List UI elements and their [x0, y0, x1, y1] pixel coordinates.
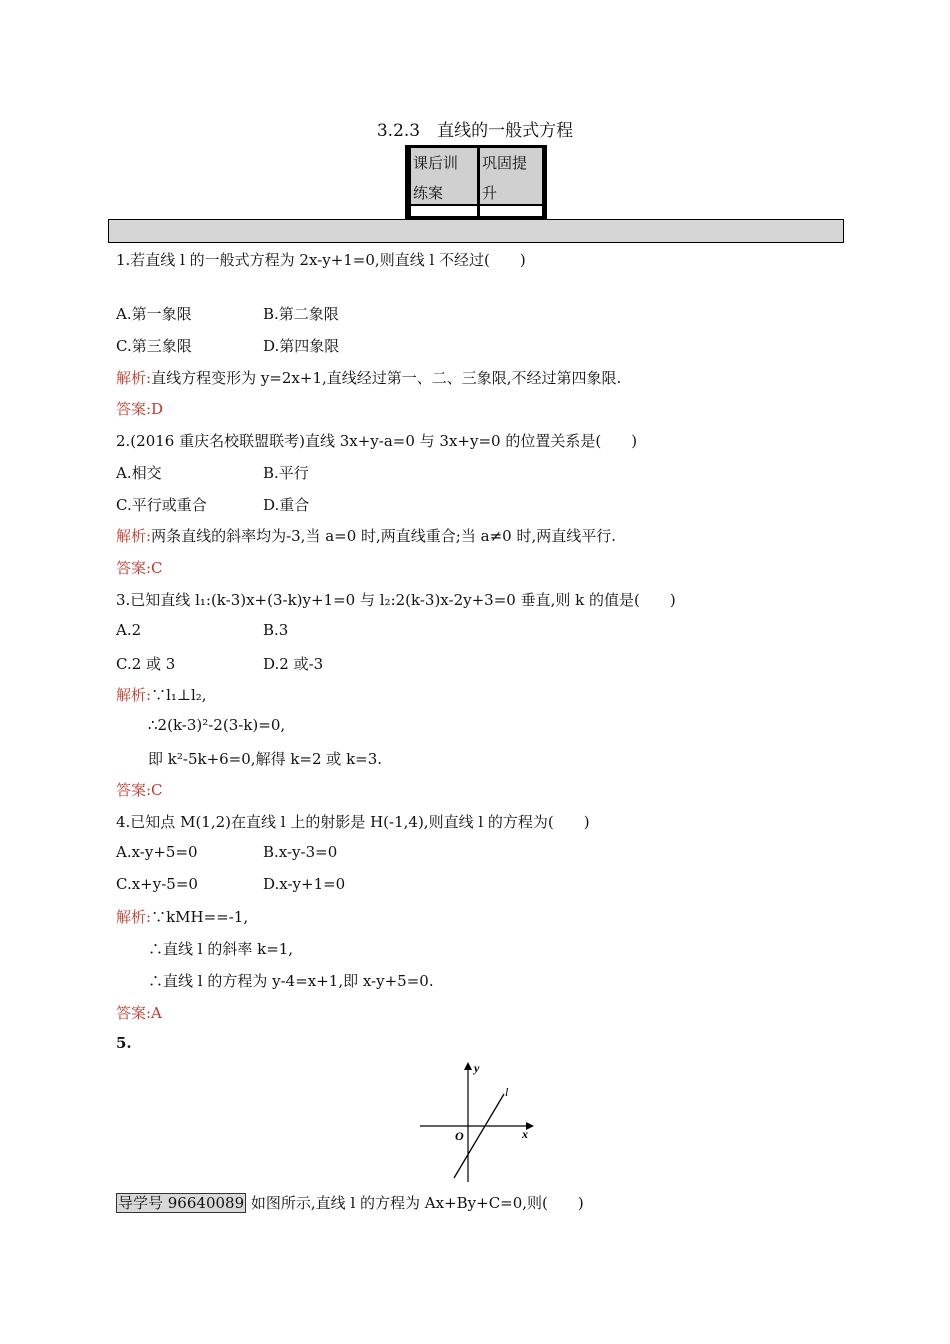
badge-text-3: 巩固提 — [482, 154, 528, 172]
q2-option-d: D.重合 — [263, 496, 310, 514]
q4-analysis-1: ∵kMH==-1, — [151, 908, 249, 926]
q4-option-d: D.x-y+1=0 — [263, 875, 346, 893]
q3-option-d: D.2 或-3 — [263, 655, 324, 673]
y-label: y — [474, 1061, 480, 1075]
q3-option-a: A.2 — [116, 621, 142, 639]
q2-option-b: B.平行 — [263, 464, 309, 482]
q4-option-b: B.x-y-3=0 — [263, 843, 338, 861]
q4-analysis-label: 解析: — [116, 908, 152, 926]
q1-stem: 1.若直线 l 的一般式方程为 2x-y+1=0,则直线 l 不经过( ) — [116, 251, 526, 269]
q4-answer: 答案:A — [116, 1004, 162, 1022]
q1-option-b: B.第二象限 — [263, 305, 339, 323]
q1-option-c: C.第三象限 — [116, 337, 192, 355]
q5-figure — [410, 1058, 540, 1188]
badge-text-1: 课后训 — [413, 154, 459, 172]
q1-analysis: 直线方程变形为 y=2x+1,直线经过第一、二、三象限,不经过第四象限. — [151, 369, 622, 387]
q2-answer: 答案:C — [116, 559, 163, 577]
q4-option-a: A.x-y+5=0 — [116, 843, 198, 861]
q1-analysis-label: 解析: — [116, 369, 152, 387]
q3-option-c: C.2 或 3 — [116, 655, 176, 673]
badge-text-2: 练案 — [413, 184, 444, 202]
q2-option-c: C.平行或重合 — [116, 496, 207, 514]
q5-stem: 如图所示,直线 l 的方程为 Ax+By+C=0,则( ) — [250, 1194, 584, 1212]
practice-badge — [405, 145, 547, 221]
guide-number: 导学号 96640089 — [118, 1194, 245, 1212]
q5-number: 5. — [116, 1034, 132, 1052]
section-bar — [108, 219, 844, 243]
q3-stem: 3.已知直线 l₁:(k-3)x+(3-k)y+1=0 与 l₂:2(k-3)x-2y+3=0 垂直,则 k 的值是( ) — [116, 591, 676, 609]
q3-analysis-2: ∴2(k-3)²-2(3-k)=0, — [148, 716, 286, 734]
q2-option-a: A.相交 — [116, 464, 162, 482]
page-title: 3.2.3 直线的一般式方程 — [376, 121, 574, 141]
q1-option-d: D.第四象限 — [263, 337, 340, 355]
q3-analysis-label: 解析: — [116, 686, 152, 704]
q2-stem: 2.(2016 重庆名校联盟联考)直线 3x+y-a=0 与 3x+y=0 的位置关系是( ) — [116, 432, 638, 450]
q3-analysis-1: ∵l₁⊥l₂, — [151, 686, 207, 704]
q4-stem: 4.已知点 M(1,2)在直线 l 上的射影是 H(-1,4),则直线 l 的方程为( ) — [116, 813, 590, 831]
q4-analysis-2: ∴直线 l 的斜率 k=1, — [148, 940, 294, 958]
origin-label: O — [455, 1129, 464, 1143]
q3-analysis-3: 即 k²-5k+6=0,解得 k=2 或 k=3. — [148, 750, 383, 768]
q4-option-c: C.x+y-5=0 — [116, 875, 198, 893]
q1-option-a: A.第一象限 — [116, 305, 192, 323]
q3-answer: 答案:C — [116, 781, 163, 799]
line-label: l — [505, 1085, 509, 1099]
q4-analysis-3: ∴直线 l 的方程为 y-4=x+1,即 x-y+5=0. — [148, 972, 434, 990]
x-label: x — [522, 1127, 528, 1141]
q2-analysis: 两条直线的斜率均为-3,当 a=0 时,两直线重合;当 a≠0 时,两直线平行. — [151, 527, 616, 545]
q2-analysis-label: 解析: — [116, 527, 152, 545]
q1-answer: 答案:D — [116, 400, 164, 418]
y-axis-arrow — [464, 1062, 472, 1070]
q3-option-b: B.3 — [263, 621, 289, 639]
badge-text-4: 升 — [482, 184, 498, 202]
